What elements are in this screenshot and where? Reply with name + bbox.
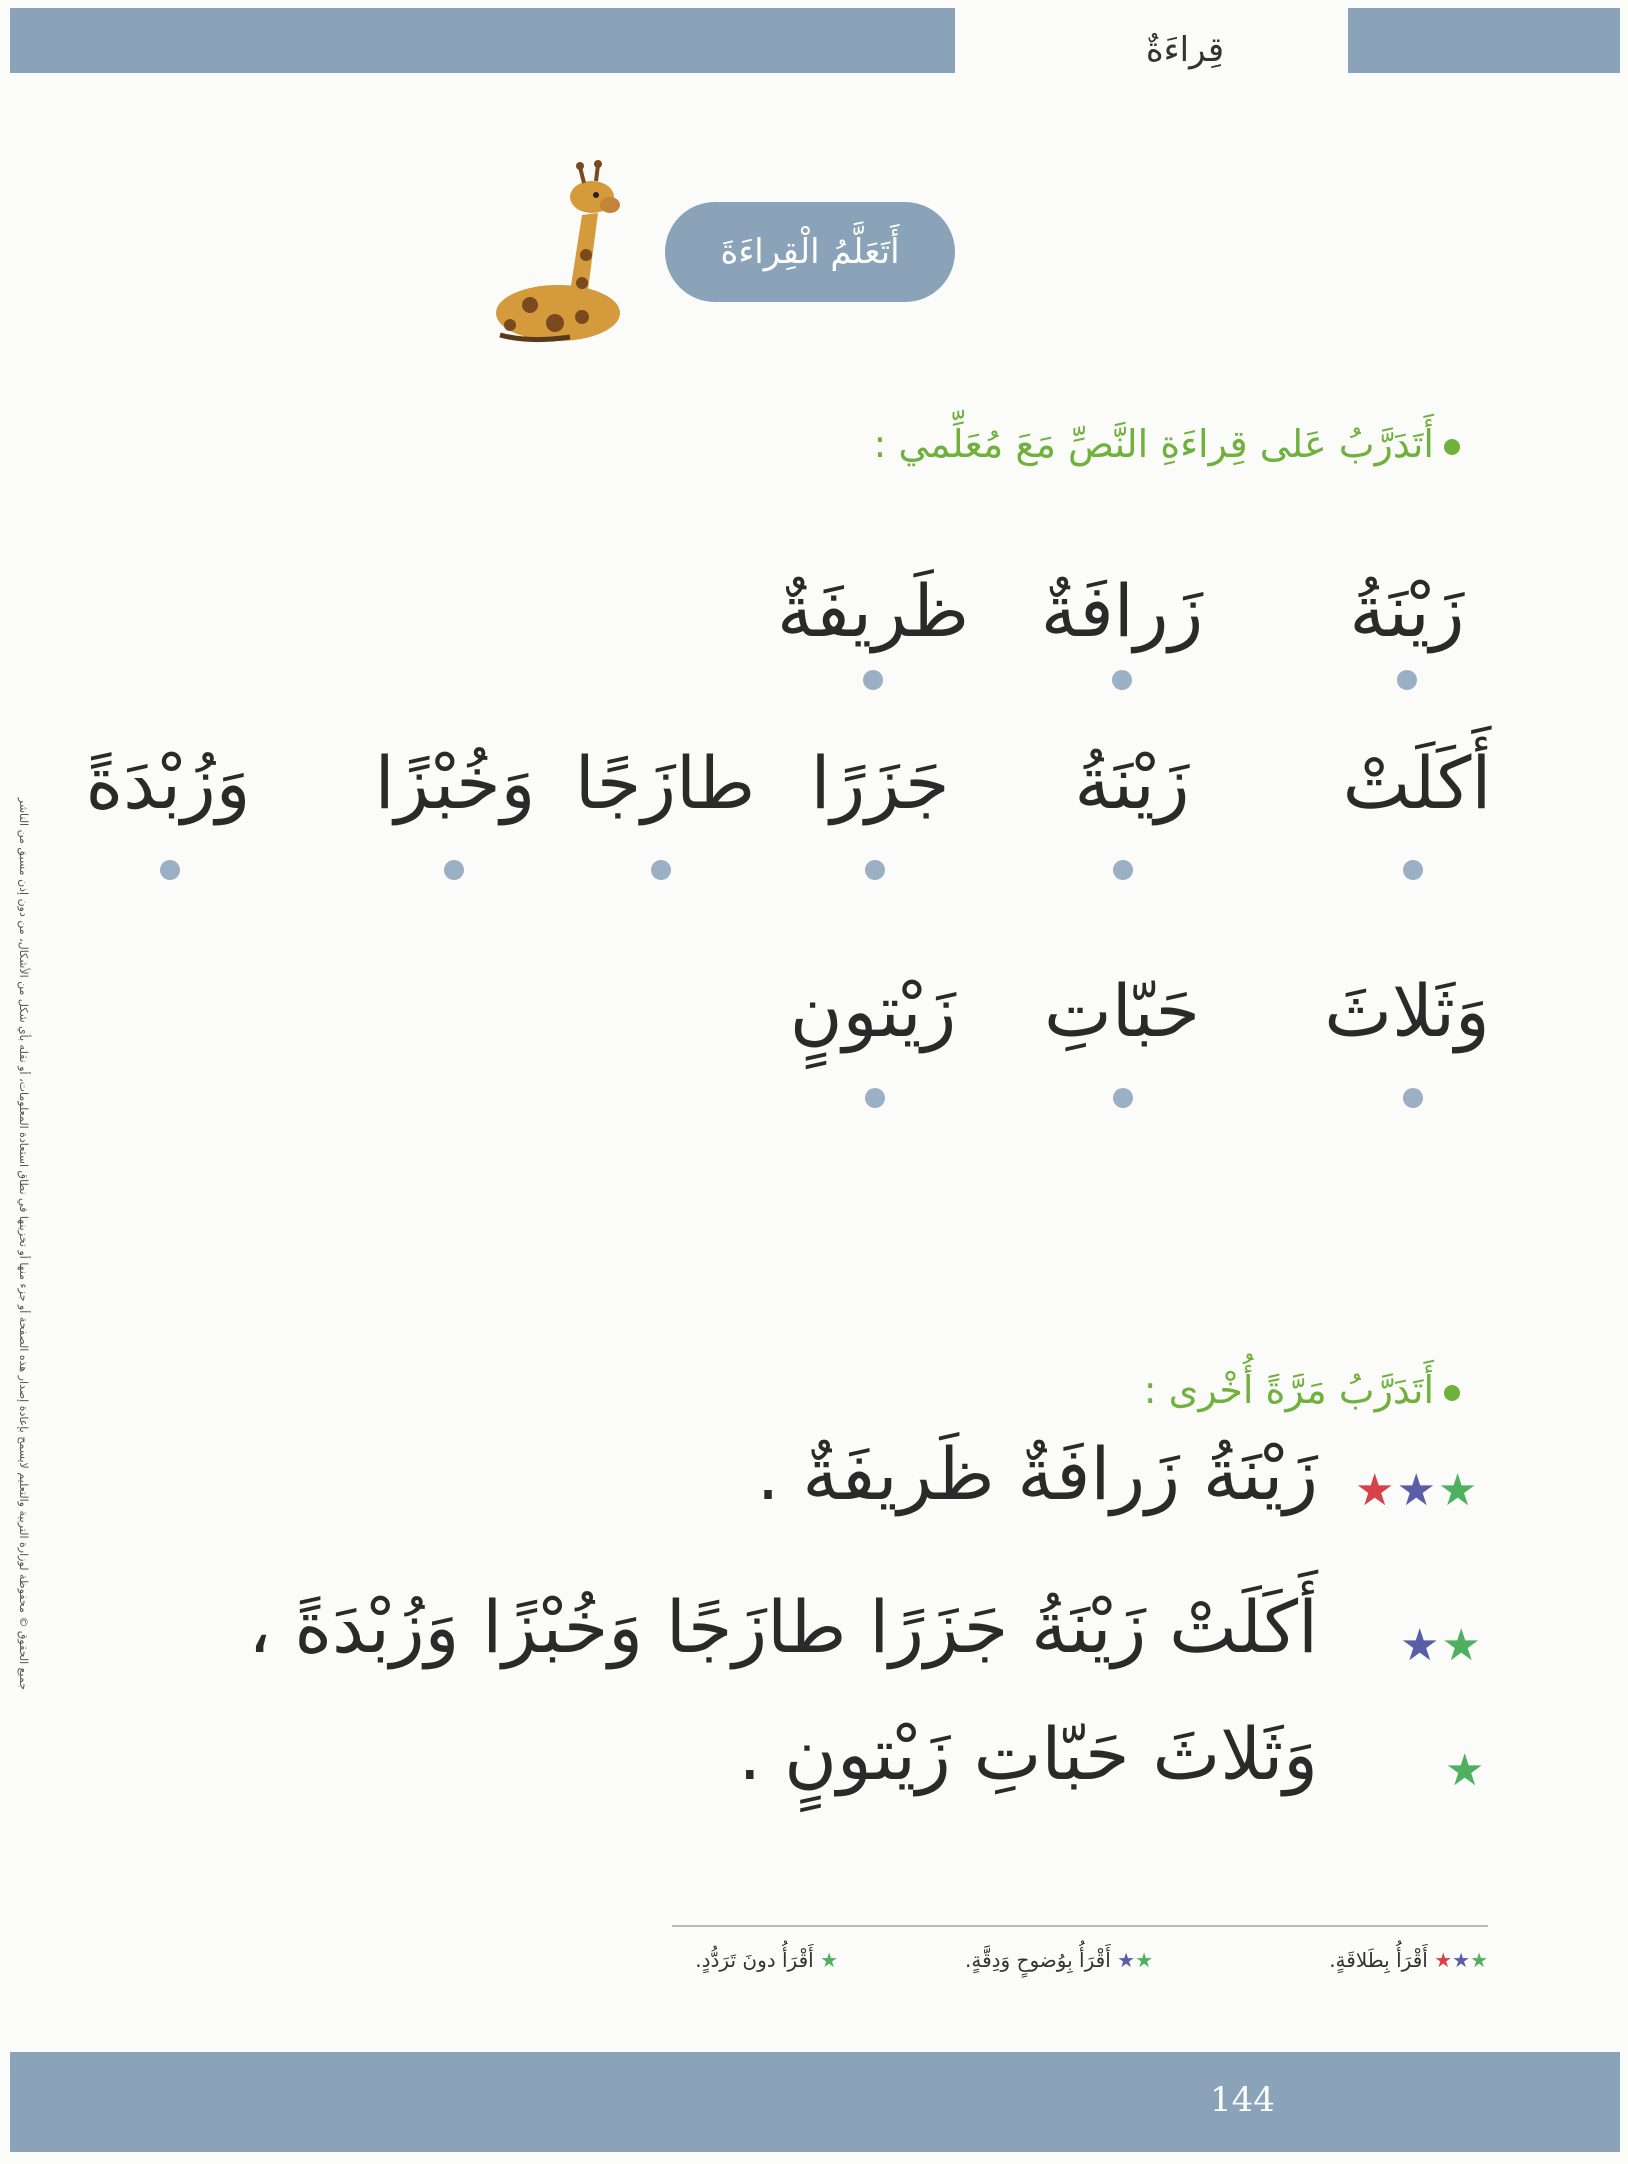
legend-divider — [672, 1925, 1488, 1927]
star-icon: ★ — [1437, 1465, 1480, 1516]
legend-text: أَقْرَأُ بِوُضوحٍ وَدِقَّةٍ. — [965, 1948, 1111, 1972]
instruction-practice-again — [1144, 1368, 1460, 1412]
reading-dot — [651, 860, 671, 880]
word: زَيْنَةُ — [1349, 569, 1465, 653]
instruction-practice-with-teacher — [873, 422, 1460, 466]
instruction-text: أَتَدَرَّبُ عَلى قِراءَةِ النَّصِّ مَعَ مُعَلِّمي : — [873, 422, 1434, 466]
star-icon: ★ — [820, 1948, 838, 1972]
giraffe-illustration — [490, 155, 635, 350]
reading-dot — [865, 1088, 885, 1108]
reading-dot — [1113, 1088, 1133, 1108]
star-icon: ★ — [1355, 1465, 1397, 1516]
sentence: أَكَلَتْ زَيْنَةُ جَزَرًا طازَجًا وَخُبْزًا وَزُبْدَةً ، — [248, 1585, 1318, 1669]
word: وَخُبْزًا — [374, 741, 536, 825]
word: ظَريفَةٌ — [776, 569, 970, 653]
sentence: زَيْنَةُ زَرافَةٌ ظَريفَةٌ . — [756, 1432, 1318, 1516]
reading-dot — [1397, 670, 1417, 690]
word: طازَجًا — [574, 741, 756, 825]
instruction-text: أَتَدَرَّبُ مَرَّةً أُخْرى : — [1143, 1368, 1434, 1412]
bullet-dot — [1444, 439, 1460, 455]
top-band-left — [10, 8, 955, 73]
star-icon: ★ — [1434, 1948, 1453, 1972]
reading-dot — [444, 860, 464, 880]
reading-dot — [1112, 670, 1132, 690]
lesson-pill: أَتَعَلَّمُ الْقِراءَةَ — [665, 202, 955, 302]
reading-dot — [1403, 860, 1423, 880]
star-icon: ★ — [1452, 1948, 1471, 1972]
word: حَبّاتِ — [1044, 969, 1200, 1053]
word: زَيْنَةُ — [1074, 741, 1190, 825]
top-band-right — [1348, 8, 1620, 73]
star-icon: ★ — [1117, 1948, 1136, 1972]
bottom-band — [10, 2052, 1620, 2152]
word: وَزُبْدَةً — [85, 741, 251, 825]
star-icon: ★ — [1135, 1948, 1153, 1972]
legend-item-three-stars — [1329, 1948, 1488, 1972]
star-icon: ★ — [1396, 1465, 1438, 1516]
star-rating-1 — [1445, 1745, 1486, 1796]
reading-dot — [160, 860, 180, 880]
word: زَيْتونٍ — [789, 969, 957, 1053]
legend-text: أَقْرَأُ بِطَلاقَةٍ. — [1329, 1948, 1428, 1972]
page-number: 144 — [1210, 2080, 1275, 2120]
sentence: وَثَلاثَ حَبّاتِ زَيْتونٍ . — [738, 1712, 1318, 1796]
legend-item-two-stars — [965, 1948, 1153, 1972]
star-icon: ★ — [1441, 1620, 1483, 1671]
reading-dot — [1403, 1088, 1423, 1108]
bullet-dot — [1444, 1385, 1460, 1401]
legend-item-one-star — [695, 1948, 838, 1972]
reading-dot — [865, 860, 885, 880]
word: أَكَلَتْ — [1342, 741, 1492, 825]
word: وَثَلاثَ — [1324, 969, 1490, 1053]
legend-text: أَقْرَأُ دونَ تَرَدُّدٍ. — [695, 1948, 814, 1972]
word: زَرافَةٌ — [1040, 569, 1204, 653]
copyright-note: جميع الحقوق © محفوظة لوزارة التربية والتعليم لايسمح بإعادة إصدار هذه الصفحة أو جزء منها أو تخزينها في نطاق استعادة المعلومات، أو نقله بأي شكل من الأشكال، من دون إذن مسبق من الناشر — [17, 797, 30, 1690]
star-rating-3 — [1355, 1465, 1479, 1516]
reading-dot — [1113, 860, 1133, 880]
star-icon: ★ — [1470, 1948, 1488, 1972]
word: جَزَرًا — [810, 741, 950, 825]
star-rating-2 — [1400, 1620, 1483, 1671]
section-title: قِراءَةٌ — [1145, 30, 1225, 70]
star-icon: ★ — [1400, 1620, 1442, 1671]
reading-dot — [863, 670, 883, 690]
star-icon: ★ — [1445, 1745, 1487, 1796]
